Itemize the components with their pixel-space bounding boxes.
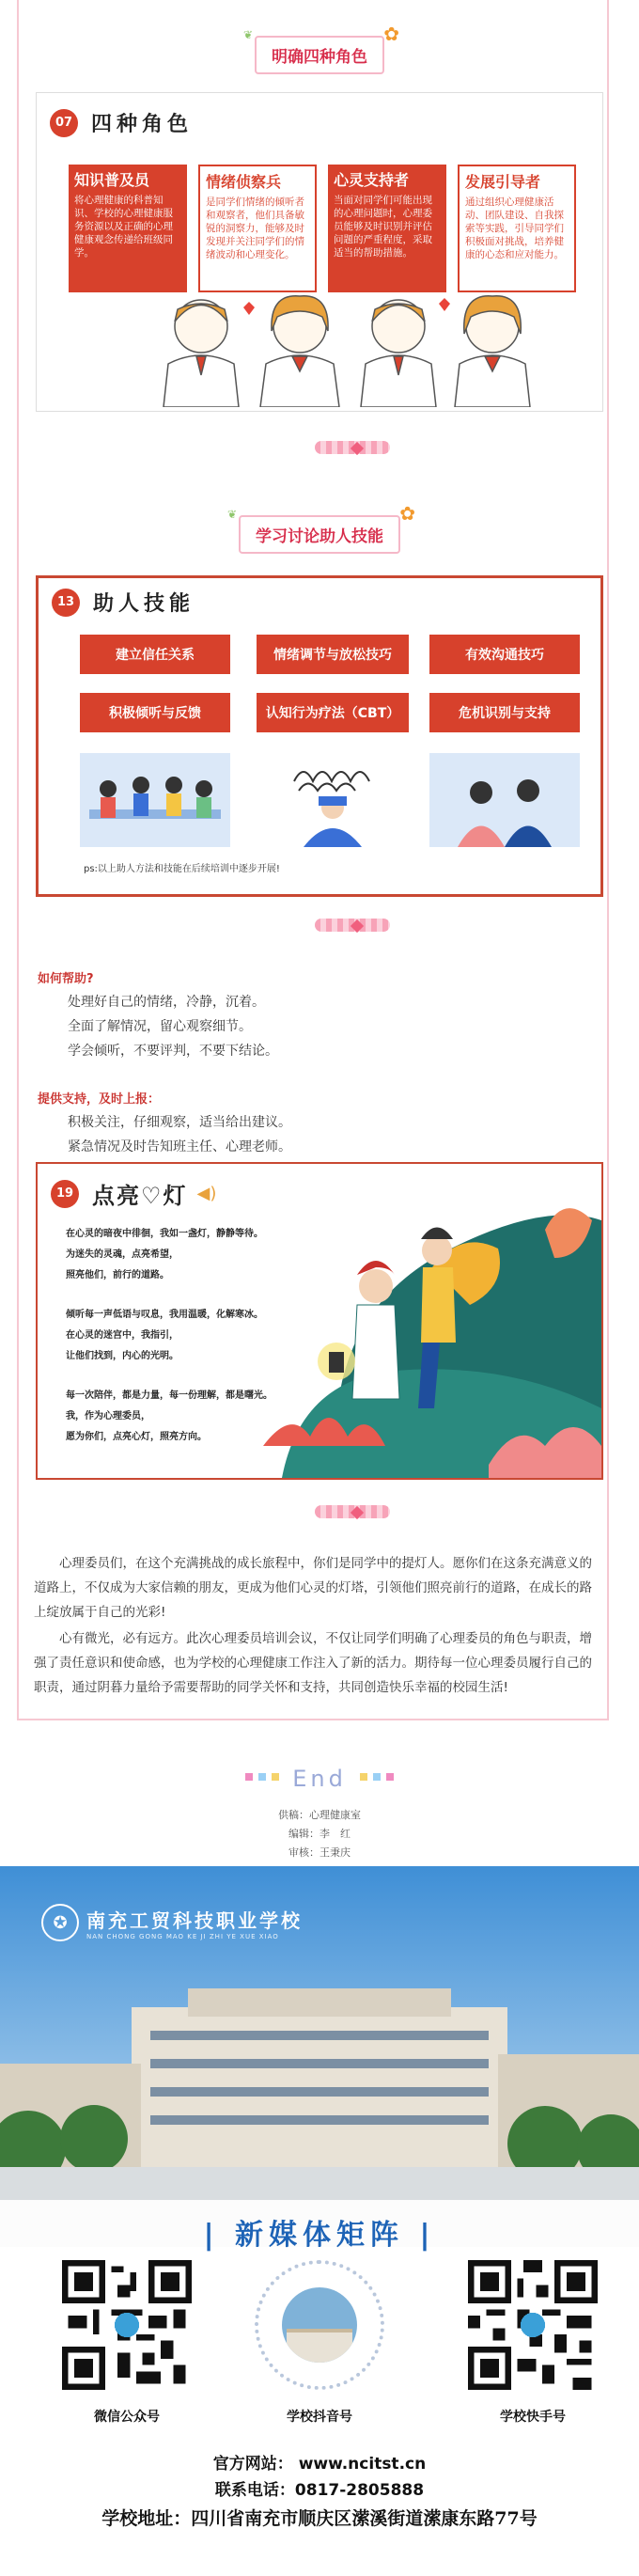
- closing-paragraph-1: 心理委员们，在这个充满挑战的成长旅程中，你们是同学中的提灯人。愿你们在这条充满意义的道路上，不仅成为大家信赖的朋友，更成为他们心灵的灯塔，引领他们照亮前行的道路，在成长的路上绽放属于自己的光彩!: [34, 1556, 592, 1620]
- section-tag-roles-label: 明确四种角色: [272, 48, 367, 67]
- roles-card: [36, 92, 603, 412]
- role-title: 情绪侦察兵: [206, 173, 282, 191]
- building-icon: [287, 2329, 352, 2363]
- school-pinyin: NAN CHONG GONG MAO KE JI ZHI YE XUE XIAO: [86, 1932, 279, 1940]
- flower-icon: ✿: [399, 502, 415, 525]
- qr-code-douyin[interactable]: [255, 2260, 384, 2390]
- light-heading: 点亮♡灯: [92, 1183, 188, 1209]
- credit-editor: 编辑：李 红: [288, 1828, 351, 1840]
- role-desc: 通过组织心理健康活动、团队建设、自我探索等实践，引导同学们积极面对挑战，培养健康的心态和应对能力。: [465, 196, 564, 260]
- skills-card: [36, 575, 603, 897]
- report-heading: 提供支持，及时上报：: [38, 1092, 161, 1107]
- section-tag-skills-wrap: [0, 502, 639, 554]
- roles-number-badge: 07: [50, 109, 78, 137]
- section-divider: [0, 440, 639, 458]
- help-heading: 如何帮助?: [38, 972, 94, 986]
- end-marker: [0, 1766, 639, 1792]
- skill-listening: 积极倾听与反馈: [80, 693, 230, 732]
- school-logo: [41, 1904, 303, 1941]
- report-line: 积极关注，仔细观察，适当给出建议。: [68, 1115, 291, 1130]
- title-bar-right: |: [419, 2219, 436, 2252]
- skills-number-badge: 13: [52, 589, 80, 617]
- flower-icon: ✿: [383, 23, 399, 45]
- poem-stanza-2: [66, 1305, 263, 1367]
- light-card-title: [51, 1177, 216, 1210]
- section-tag-roles-wrap: [0, 23, 639, 74]
- poem-line: 为迷失的灵魂，点亮希望，: [66, 1249, 179, 1260]
- poem-stanza-3: [66, 1386, 273, 1448]
- skill-communication: 有效沟通技巧: [429, 635, 580, 674]
- help-line: 处理好自己的情绪，冷静，沉着。: [68, 995, 265, 1010]
- poem-line: 让他们找到，内心的光明。: [66, 1351, 179, 1361]
- speaker-icon: ◀): [196, 1184, 217, 1203]
- contact-phone: 联系电话：0817-2805888: [214, 2481, 425, 2500]
- poem-stanza-1: [66, 1224, 263, 1286]
- skill-cbt: 认知行为疗法（CBT）: [257, 693, 409, 732]
- poem-line: 在心灵的迷宫中，我指引，: [66, 1330, 179, 1341]
- group-discussion-illustration: [80, 753, 230, 847]
- stress-illustration: [257, 753, 409, 847]
- school-name: 南充工贸科技职业学校: [86, 1908, 303, 1932]
- poem-line: 我，作为心理委员，: [66, 1411, 150, 1422]
- student-2: [260, 296, 339, 407]
- role-title: 知识普及员: [74, 171, 150, 189]
- closing-paragraph-2: 心有微光，必有远方。此次心理委员培训会议，不仅让同学们明确了心理委员的角色与职责，增强了责任意识和使命感，也为学校的心理健康工作注入了新的活力。期待每一位心理委员履行自己的职责，通过阴暮力量给予需要帮助的同学关怀和支持，共同创造快乐幸福的校园生活!: [34, 1631, 592, 1695]
- douyin-avatar: [282, 2287, 357, 2363]
- role-box-support: [328, 165, 446, 292]
- skill-crisis: 危机识别与支持: [429, 693, 580, 732]
- role-box-emotion: [198, 165, 317, 292]
- qr-label-wechat: 微信公众号: [94, 2410, 160, 2425]
- media-matrix-label: 新媒体矩阵: [235, 2219, 404, 2252]
- skill-emotion-regulation: 情绪调节与放松技巧: [257, 635, 409, 674]
- role-title: 心灵支持者: [334, 171, 410, 189]
- report-line: 紧急情况及时告知班主任、心理老师。: [68, 1139, 291, 1154]
- credit-source: 供稿：心理健康室: [278, 1809, 361, 1821]
- student-3: [361, 300, 436, 407]
- role-desc: 是同学们情绪的倾听者和观察者，他们具备敏锐的洞察力，能够及时发现并关注同学们的情绪波动和心理变化。: [206, 196, 304, 260]
- students-illustration: [149, 289, 544, 407]
- poem-line: 在心灵的暗夜中徘徊，我如一盏灯，静静等待。: [66, 1229, 263, 1239]
- role-desc: 将心理健康的科普知识、学校的心理健康服务资源以及正确的心理健康观念传递给班级同学。: [74, 195, 173, 259]
- section-tag-skills-label: 学习讨论助人技能: [256, 527, 383, 546]
- skills-note: ps:以上助人方法和技能在后续培训中逐步开展!: [84, 864, 280, 874]
- skills-card-title: [52, 588, 195, 617]
- roles-heading: 四种角色: [91, 113, 194, 136]
- campus-photo: [0, 1866, 639, 2247]
- qr-label-douyin: 学校抖音号: [287, 2410, 352, 2425]
- poem-line: 愿为你们，点亮心灯，照亮方向。: [66, 1432, 207, 1442]
- skills-heading: 助人技能: [93, 592, 195, 616]
- help-line: 学会倾听，不要评判，不要下结论。: [68, 1044, 278, 1059]
- poem-line: 每一次陪伴，都是力量，每一份理解，都是曙光。: [66, 1390, 273, 1401]
- official-website[interactable]: 官方网站： www.ncitst.cn: [212, 2455, 427, 2474]
- help-line: 全面了解情况，留心观察细节。: [68, 1019, 252, 1034]
- student-4: [455, 296, 530, 407]
- qr-code-wechat[interactable]: [62, 2260, 192, 2390]
- role-box-knowledge: [69, 165, 187, 292]
- role-desc: 当面对同学们可能出现的心理问题时，心理委员能够及时识别并评估问题的严重程度，采取适当的帮助措施。: [334, 195, 432, 259]
- student-1: [164, 300, 239, 407]
- comfort-illustration: [429, 753, 580, 847]
- skill-trust: 建立信任关系: [80, 635, 230, 674]
- qr-code-kuaishou[interactable]: [468, 2260, 598, 2390]
- school-address: 学校地址：四川省南充市顺庆区潆溪街道潆康东路77号: [101, 2508, 538, 2529]
- credit-reviewer: 审核：王秉庆: [288, 1846, 351, 1859]
- light-card: [36, 1162, 603, 1480]
- role-title: 发展引导者: [465, 173, 541, 191]
- leaf-icon: ❦: [243, 28, 254, 41]
- poem-line: 照亮他们，前行的道路。: [66, 1270, 169, 1280]
- poem-line: 倾听每一声低语与叹息，我用温暖，化解寒冰。: [66, 1310, 263, 1320]
- media-matrix-title: [0, 2211, 639, 2253]
- light-number-badge: 19: [51, 1180, 79, 1208]
- school-emblem-icon: ✪: [41, 1904, 79, 1941]
- section-divider: [0, 1504, 639, 1522]
- lantern-illustration: [263, 1164, 601, 1478]
- role-box-guide: [458, 165, 576, 292]
- leaf-icon: ❦: [227, 508, 238, 521]
- section-divider: [0, 918, 639, 935]
- qr-label-kuaishou: 学校快手号: [500, 2410, 566, 2425]
- roles-card-title: [50, 108, 193, 137]
- title-bar-left: |: [203, 2219, 220, 2252]
- end-label: End: [292, 1766, 347, 1792]
- section-tag-skills: [227, 502, 415, 554]
- section-tag-roles: [243, 23, 399, 74]
